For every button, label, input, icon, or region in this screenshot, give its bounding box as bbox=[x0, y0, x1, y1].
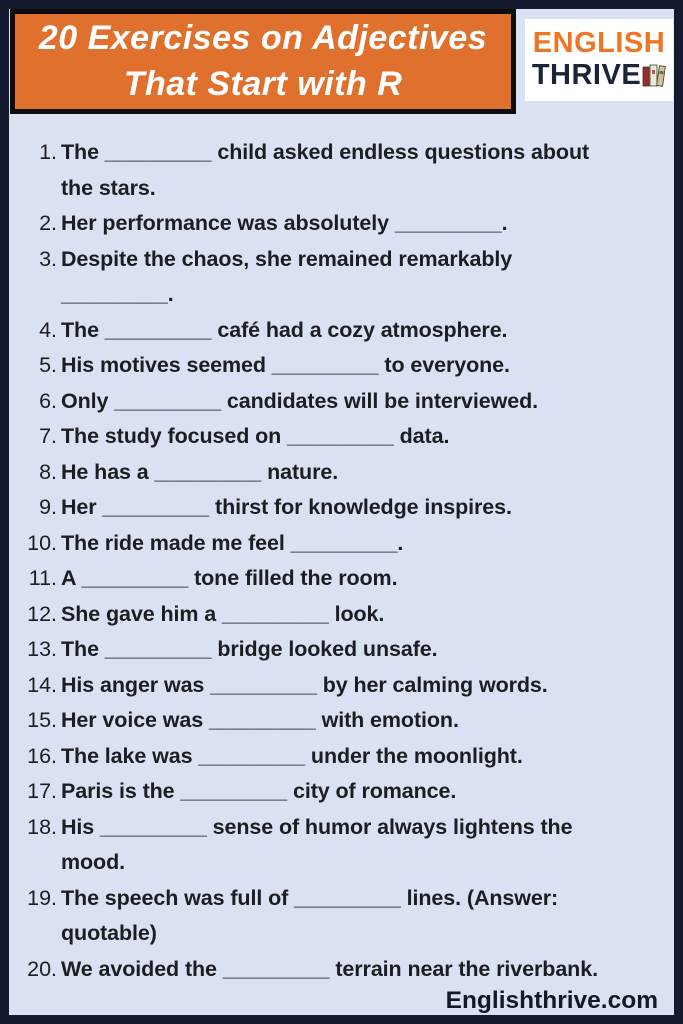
exercise-text bbox=[61, 703, 652, 739]
exercise-item bbox=[16, 952, 652, 988]
exercise-text-line: The _________ café had a cozy atmosphere. bbox=[61, 317, 508, 342]
logo-row bbox=[532, 60, 666, 92]
exercise-text bbox=[61, 739, 652, 775]
exercise-number: 20. bbox=[27, 956, 57, 981]
exercise-text-line: mood. bbox=[61, 850, 125, 874]
exercise-item bbox=[16, 135, 652, 206]
exercise-number: 11. bbox=[28, 566, 57, 590]
exercise-text bbox=[61, 597, 652, 633]
exercise-text bbox=[61, 455, 652, 491]
exercise-number: 5. bbox=[39, 353, 57, 377]
exercise-text-line: Her performance was absolutely _________. bbox=[61, 211, 508, 235]
brand-logo bbox=[525, 19, 673, 101]
exercise-item bbox=[16, 881, 652, 952]
exercise-number: 15. bbox=[27, 708, 57, 732]
exercise-item bbox=[16, 632, 652, 668]
exercise-number: 18. bbox=[27, 814, 57, 839]
exercise-item bbox=[16, 739, 652, 775]
exercise-number: 6. bbox=[39, 388, 57, 413]
exercise-text bbox=[61, 419, 652, 455]
exercise-text-line: The speech was full of _________ lines. (Answer: bbox=[61, 885, 559, 910]
exercise-text bbox=[61, 490, 652, 526]
exercise-text bbox=[61, 526, 652, 562]
exercise-text-line: _________. bbox=[61, 282, 174, 306]
exercise-text-line: His motives seemed _________ to everyone. bbox=[61, 353, 510, 377]
exercise-item bbox=[16, 668, 652, 704]
exercise-item bbox=[16, 490, 652, 526]
exercise-number: 19. bbox=[27, 885, 57, 910]
exercise-text-line: Her _________ thirst for knowledge inspires. bbox=[61, 495, 512, 519]
exercise-number: 7. bbox=[39, 424, 57, 448]
exercise-text-line: the stars. bbox=[61, 175, 156, 200]
exercise-text-line: The study focused on _________ data. bbox=[61, 424, 450, 448]
exercise-text bbox=[61, 242, 652, 313]
exercise-number: 3. bbox=[39, 246, 57, 271]
exercise-text-line: A _________ tone filled the room. bbox=[61, 566, 398, 590]
exercise-text bbox=[61, 561, 652, 597]
exercise-item bbox=[16, 774, 652, 810]
exercise-text bbox=[61, 348, 652, 384]
exercise-text-line: quotable) bbox=[61, 921, 157, 945]
exercise-item bbox=[16, 348, 652, 384]
exercise-item bbox=[16, 242, 652, 313]
exercise-text-line: She gave him a _________ look. bbox=[61, 601, 385, 626]
exercise-number: 4. bbox=[39, 317, 57, 342]
exercise-item bbox=[16, 810, 652, 881]
exercise-text-line: Her voice was _________ with emotion. bbox=[61, 708, 459, 732]
exercise-text bbox=[61, 135, 652, 206]
exercise-text bbox=[61, 774, 652, 810]
exercise-text bbox=[61, 632, 652, 668]
exercise-number: 10. bbox=[27, 530, 57, 555]
exercise-list bbox=[9, 135, 674, 987]
footer bbox=[446, 987, 658, 1015]
exercise-number: 1. bbox=[39, 140, 57, 164]
exercise-text-line: The _________ child asked endless questions about bbox=[61, 140, 590, 164]
exercise-text-line: The _________ bridge looked unsafe. bbox=[61, 637, 438, 661]
exercise-text-line: His anger was _________ by her calming words. bbox=[61, 672, 548, 697]
header bbox=[9, 9, 674, 114]
exercise-item bbox=[16, 313, 652, 349]
exercise-number: 17. bbox=[27, 779, 57, 803]
exercise-text bbox=[61, 810, 652, 881]
exercise-item bbox=[16, 455, 652, 491]
exercise-item bbox=[16, 206, 652, 242]
exercise-number: 12. bbox=[27, 601, 57, 626]
page-title-line1: 20 Exercises on Adjectives bbox=[38, 19, 488, 58]
exercise-text bbox=[61, 668, 652, 704]
logo-word-thrive: THRIVE bbox=[531, 59, 642, 91]
exercise-item bbox=[16, 419, 652, 455]
exercise-number: 2. bbox=[39, 211, 57, 235]
exercise-text bbox=[61, 206, 652, 242]
exercise-item bbox=[16, 561, 652, 597]
exercise-item bbox=[16, 597, 652, 633]
exercise-text-line: We avoided the _________ terrain near the riverbank. bbox=[61, 956, 598, 981]
exercise-text bbox=[61, 952, 652, 988]
exercise-text-line: He has a _________ nature. bbox=[61, 459, 339, 484]
exercise-text-line: Only _________ candidates will be interviewed. bbox=[61, 388, 538, 413]
exercise-item bbox=[16, 703, 652, 739]
exercise-number: 13. bbox=[27, 637, 57, 661]
exercise-text-line: The ride made me feel _________. bbox=[61, 530, 404, 555]
exercise-number: 14. bbox=[27, 672, 57, 697]
books-icon bbox=[642, 61, 666, 92]
exercise-text-line: Despite the chaos, she remained remarkably bbox=[61, 246, 513, 271]
exercise-text bbox=[61, 384, 652, 420]
title-box bbox=[10, 9, 516, 114]
exercise-text bbox=[61, 881, 652, 952]
exercise-number: 8. bbox=[39, 459, 57, 484]
exercise-item bbox=[16, 526, 652, 562]
page-title-line2: That Start with R bbox=[123, 64, 403, 103]
exercise-text-line: His _________ sense of humor always lightens the bbox=[61, 814, 573, 839]
exercise-number: 9. bbox=[39, 495, 57, 519]
exercise-number: 16. bbox=[27, 743, 57, 768]
logo-word-english: ENGLISH bbox=[532, 27, 666, 60]
exercise-text-line: The lake was _________ under the moonlight. bbox=[61, 743, 523, 768]
exercise-item bbox=[16, 384, 652, 420]
exercise-text-line: Paris is the _________ city of romance. bbox=[61, 779, 457, 803]
exercise-text bbox=[61, 313, 652, 349]
website-text: Englishthrive.com bbox=[445, 987, 658, 1014]
